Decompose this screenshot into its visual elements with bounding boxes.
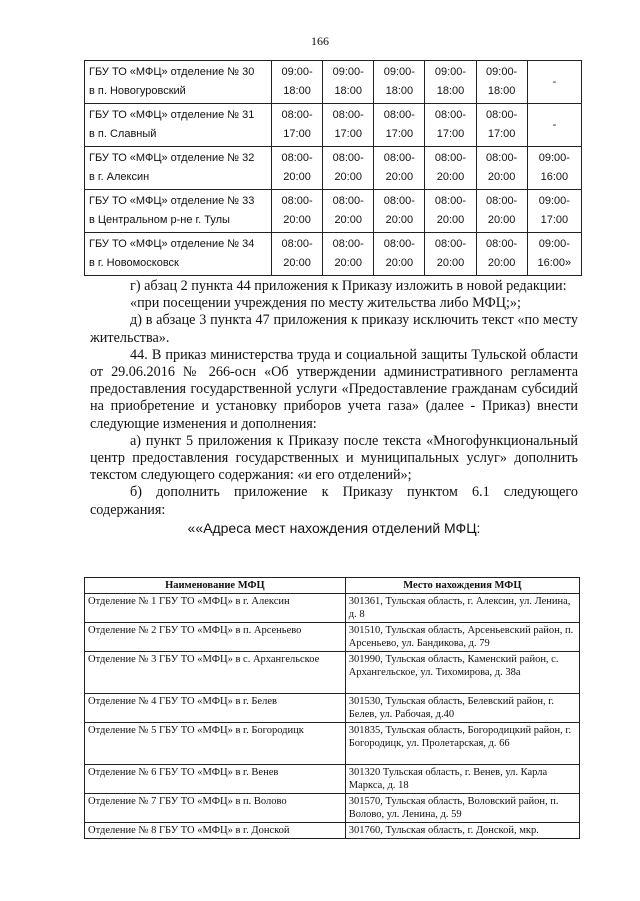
mfc-address: 301510, Тульская область, Арсеньевский район, п. Арсеньево, ул. Бандикова, д. 79	[345, 623, 579, 652]
table-row	[85, 694, 580, 723]
office-name	[85, 233, 272, 276]
hours-end: 20:00	[436, 214, 465, 226]
hours-cell-closed: -	[527, 61, 581, 104]
mfc-name: Отделение № 3 ГБУ ТО «МФЦ» в с. Архангельское	[85, 652, 346, 694]
mfc-address: 301320 Тульская область, г. Венев, ул. Карла Маркса, д. 18	[345, 765, 579, 794]
hours-cell	[425, 104, 476, 147]
hours-end: 20:00	[487, 257, 516, 269]
table-row	[85, 794, 580, 823]
paragraph-a: а) пункт 5 приложения к Приказу после текста «Многофункциональный центр предоставления государственных и муниципальных услуг» дополнить текстом следующего содержания: «и его отделений»;	[90, 432, 578, 484]
hours-end: 18:00	[385, 85, 414, 97]
hours-end: 17:00	[334, 128, 362, 140]
hours-end: 20:00	[283, 214, 311, 226]
hours-cell	[272, 61, 323, 104]
office-name-line2: в г. Алексин	[89, 171, 150, 183]
hours-end: 20:00	[436, 171, 465, 183]
hours-start: 09:00-	[538, 195, 570, 207]
hours-end: 18:00	[283, 85, 311, 97]
hours-start: 09:00-	[538, 238, 570, 250]
mfc-name: Отделение № 7 ГБУ ТО «МФЦ» в п. Волово	[85, 794, 346, 823]
hours-cell-closed: -	[527, 104, 581, 147]
hours-cell	[374, 147, 425, 190]
hours-end: 17:00	[385, 128, 414, 140]
office-name-line1: ГБУ ТО «МФЦ» отделение № 33	[89, 195, 255, 207]
office-name	[85, 104, 272, 147]
hours-start: 08:00-	[332, 238, 364, 250]
hours-end: 18:00	[487, 85, 516, 97]
hours-end: 17:00	[283, 128, 311, 140]
hours-start: 08:00-	[281, 152, 313, 164]
mfc-address: 301530, Тульская область, Белевский район, г. Белев, ул. Рабочая, д.40	[345, 694, 579, 723]
mfc-name: Отделение № 5 ГБУ ТО «МФЦ» в г. Богородицк	[85, 723, 346, 765]
hours-start: 08:00-	[486, 195, 518, 207]
mfc-name: Отделение № 8 ГБУ ТО «МФЦ» в г. Донской	[85, 823, 346, 839]
office-name	[85, 61, 272, 104]
paragraph-g: г) абзац 2 пункта 44 приложения к Приказу изложить в новой редакции:	[130, 278, 567, 294]
hours-cell	[476, 104, 527, 147]
hours-start: 08:00-	[383, 238, 415, 250]
hours-cell	[374, 190, 425, 233]
hours-cell	[374, 104, 425, 147]
hours-cell	[323, 104, 374, 147]
hours-end: 20:00	[487, 171, 516, 183]
hours-cell	[323, 147, 374, 190]
table-row	[85, 147, 582, 190]
table-row	[85, 190, 582, 233]
office-name	[85, 190, 272, 233]
hours-cell	[272, 104, 323, 147]
hours-start: 08:00-	[434, 109, 467, 121]
hours-end: 16:00	[540, 171, 569, 183]
header-mfc-name: Наименование МФЦ	[85, 578, 346, 594]
table-row	[85, 594, 580, 623]
table-row	[85, 104, 582, 147]
hours-cell	[323, 61, 374, 104]
hours-cell	[272, 190, 323, 233]
table-row	[85, 61, 582, 104]
hours-start: 08:00-	[383, 152, 415, 164]
hours-end: 17:00	[540, 214, 569, 226]
hours-end: 18:00	[436, 85, 465, 97]
hours-cell	[374, 61, 425, 104]
hours-end: 20:00	[385, 257, 414, 269]
mfc-name: Отделение № 1 ГБУ ТО «МФЦ» в г. Алексин	[85, 594, 346, 623]
paragraph-quote: «при посещении учреждения по месту жительства либо МФЦ;»;	[130, 295, 521, 312]
office-name-line1: ГБУ ТО «МФЦ» отделение № 30	[89, 66, 255, 78]
hours-start: 09:00-	[383, 66, 415, 78]
header-mfc-address: Место нахождения МФЦ	[345, 578, 579, 594]
hours-start: 08:00-	[434, 152, 467, 164]
hours-end: 20:00	[334, 214, 362, 226]
hours-start: 08:00-	[332, 109, 364, 121]
hours-cell	[527, 233, 581, 276]
hours-cell	[425, 190, 476, 233]
hours-end: 17:00	[436, 128, 465, 140]
hours-start: 08:00-	[486, 238, 518, 250]
hours-cell	[425, 61, 476, 104]
hours-start: 08:00-	[332, 152, 364, 164]
hours-start: 09:00-	[434, 66, 467, 78]
hours-end: 20:00	[436, 257, 465, 269]
mfc-name: Отделение № 4 ГБУ ТО «МФЦ» в г. Белев	[85, 694, 346, 723]
document-body	[90, 278, 578, 537]
office-name-line1: ГБУ ТО «МФЦ» отделение № 31	[89, 109, 255, 121]
mfc-table-header	[85, 578, 580, 594]
hours-start: 08:00-	[281, 238, 313, 250]
hours-start: 08:00-	[486, 152, 518, 164]
hours-start: 08:00-	[383, 109, 415, 121]
page-number: 166	[311, 34, 329, 48]
hours-cell	[323, 190, 374, 233]
mfc-name: Отделение № 6 ГБУ ТО «МФЦ» в г. Венев	[85, 765, 346, 794]
hours-start: 08:00-	[434, 195, 467, 207]
table-row	[85, 652, 580, 694]
table-row	[85, 233, 582, 276]
hours-end: 18:00	[334, 85, 362, 97]
hours-table	[84, 60, 582, 276]
hours-cell	[272, 233, 323, 276]
hours-cell	[425, 147, 476, 190]
hours-cell	[476, 61, 527, 104]
mfc-address: 301835, Тульская область, Богородицкий район, г. Богородицк, ул. Пролетарская, д. 66	[345, 723, 579, 765]
table-row	[85, 765, 580, 794]
hours-start: 08:00-	[281, 195, 313, 207]
hours-start: 09:00-	[538, 152, 570, 164]
office-name-line1: ГБУ ТО «МФЦ» отделение № 32	[89, 152, 255, 164]
hours-start: 09:00-	[486, 66, 518, 78]
hours-cell	[527, 190, 581, 233]
addresses-title: ««Адреса мест нахождения отделений МФЦ:	[187, 519, 481, 536]
paragraph-44: 44. В приказ министерства труда и социальной защиты Тульской области от 29.06.2016 № 266-осн «Об утверждении административного регламента предоставления государственной услуги «Предоставление гражданам субсидий на приобретение и установку приборов учета газа» (далее - Приказ) внести следующие изменения и дополнения:	[90, 346, 578, 432]
hours-cell	[476, 147, 527, 190]
paragraph-d: д) в абзаце 3 пункта 47 приложения к приказу исключить текст «по месту жительства».	[90, 312, 578, 346]
hours-end: 20:00	[283, 171, 311, 183]
mfc-name: Отделение № 2 ГБУ ТО «МФЦ» в п. Арсеньево	[85, 623, 346, 652]
table-row	[85, 723, 580, 765]
hours-start: 08:00-	[281, 109, 313, 121]
mfc-address: 301570, Тульская область, Воловский район, п. Волово, ул. Ленина, д. 59	[345, 794, 579, 823]
office-name-line2: в п. Новогуровский	[89, 85, 186, 97]
hours-end: 20:00	[334, 171, 362, 183]
hours-cell	[476, 233, 527, 276]
hours-cell	[374, 233, 425, 276]
hours-cell	[527, 147, 581, 190]
hours-cell	[323, 233, 374, 276]
office-name-line1: ГБУ ТО «МФЦ» отделение № 34	[89, 238, 255, 250]
mfc-address: 301361, Тульская область, г. Алексин, ул. Ленина, д. 8	[345, 594, 579, 623]
hours-end: 20:00	[385, 171, 414, 183]
hours-end: 17:00	[487, 128, 516, 140]
hours-cell	[425, 233, 476, 276]
hours-end: 20:00	[487, 214, 516, 226]
mfc-address: 301760, Тульская область, г. Донской, мкр.	[345, 823, 579, 839]
hours-start: 08:00-	[332, 195, 364, 207]
hours-end: 16:00»	[537, 257, 572, 269]
hours-start: 08:00-	[486, 109, 518, 121]
hours-cell	[476, 190, 527, 233]
hours-start: 09:00-	[281, 66, 313, 78]
hours-end: 20:00	[283, 257, 311, 269]
table-row	[85, 823, 580, 839]
hours-start: 08:00-	[383, 195, 415, 207]
table-row	[85, 623, 580, 652]
office-name-line2: в п. Славный	[89, 128, 157, 140]
hours-cell	[272, 147, 323, 190]
office-name	[85, 147, 272, 190]
hours-start: 09:00-	[332, 66, 364, 78]
hours-end: 20:00	[385, 214, 414, 226]
office-name-line2: в Центральном р-не г. Тулы	[89, 214, 230, 226]
paragraph-b: б) дополнить приложение к Приказу пунктом 6.1 следующего содержания:	[90, 484, 578, 518]
office-name-line2: в г. Новомосковск	[89, 257, 179, 269]
hours-start: 08:00-	[434, 238, 467, 250]
mfc-addresses-table	[84, 577, 580, 839]
hours-end: 20:00	[334, 257, 362, 269]
mfc-address: 301990, Тульская область, Каменский район, с. Архангельское, ул. Тихомирова, д. 38а	[345, 652, 579, 694]
